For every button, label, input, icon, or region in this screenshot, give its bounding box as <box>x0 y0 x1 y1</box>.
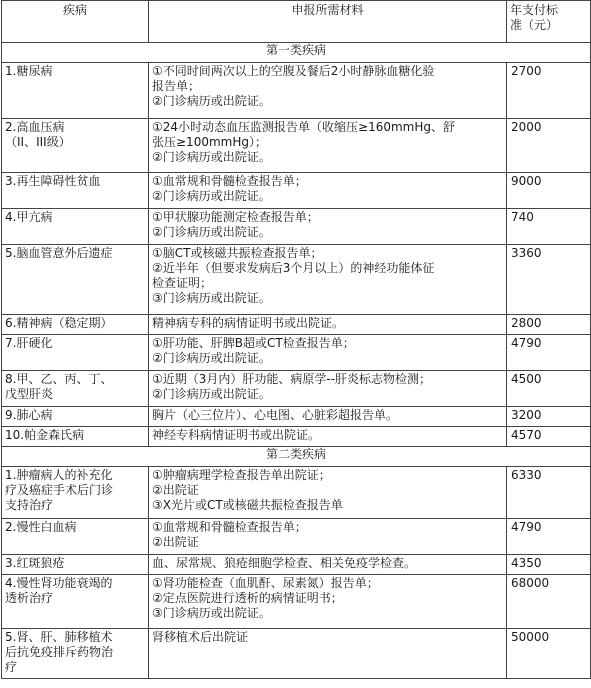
materials-cell <box>149 245 507 315</box>
material-line: ①24小时动态血压监测报告单（收缩压≥160mmHg、舒 <box>152 120 456 134</box>
annual-fee: 3360 <box>507 245 591 315</box>
material-line: ①近期（3月内）肝功能、病原学--肝炎标志物检测； <box>152 372 432 386</box>
material-line: ②门诊病历或出院证。 <box>152 351 271 365</box>
disease-name-cell <box>2 427 149 447</box>
table-row <box>2 119 591 173</box>
materials-cell <box>149 575 507 629</box>
category-row <box>2 447 591 467</box>
annual-fee: 740 <box>507 209 591 245</box>
table-row <box>2 555 591 575</box>
disease-name: 疗 <box>5 660 18 674</box>
header-fee-line2: 准（元） <box>510 18 559 32</box>
disease-name: 透析治疗 <box>5 591 54 605</box>
material-line: ①肿瘤病理学检查报告单出院证； <box>152 468 331 482</box>
disease-name-cell <box>2 63 149 119</box>
table-row <box>2 371 591 407</box>
disease-name-cell <box>2 407 149 427</box>
category-title: 第一类疾病 <box>2 43 591 63</box>
disease-name: 戊型肝炎 <box>5 387 54 401</box>
table-row <box>2 575 591 629</box>
material-line: ①脑CT或核磁共振检查报告单； <box>152 246 323 260</box>
material-line: ③门诊病历或出院证。 <box>152 291 271 305</box>
material-line: ②出院证 <box>152 535 199 549</box>
disease-name-cell <box>2 467 149 519</box>
disease-name-cell <box>2 315 149 335</box>
table-row <box>2 467 591 519</box>
table-row <box>2 245 591 315</box>
disease-name-cell <box>2 173 149 209</box>
material-line: ③X光片或CT或核磁共振检查报告单 <box>152 498 343 512</box>
material-line: ②定点医院进行透析的病情证明书； <box>152 591 343 605</box>
material-line: 张压≥100mmHg）； <box>152 135 267 149</box>
disease-name: 5.肾、肝、肺移植术 <box>5 630 113 644</box>
table-row <box>2 335 591 371</box>
material-line: ①甲状腺功能测定检查报告单； <box>152 210 319 224</box>
materials-cell <box>149 629 507 679</box>
disease-name-cell <box>2 119 149 173</box>
disease-name: 4.甲亢病 <box>5 210 53 224</box>
disease-name: （II、III级） <box>5 135 71 149</box>
disease-name: 8.甲、乙、丙、丁、 <box>5 372 113 386</box>
disease-name-cell <box>2 209 149 245</box>
annual-fee: 4350 <box>507 555 591 575</box>
annual-fee: 2700 <box>507 63 591 119</box>
material-line: 检查证明； <box>152 276 213 290</box>
annual-fee: 2800 <box>507 315 591 335</box>
materials-cell <box>149 63 507 119</box>
disease-name: 3.再生障碍性贫血 <box>5 174 101 188</box>
materials-cell <box>149 315 507 335</box>
material-line: ③门诊病历或出院证。 <box>152 606 271 620</box>
material-line: ①肝功能、肝脾B超或CT检查报告单； <box>152 336 355 350</box>
disease-name: 2.高血压病 <box>5 120 65 134</box>
header-materials: 申报所需材料 <box>149 1 507 43</box>
material-line: ②门诊病历或出院证。 <box>152 387 271 401</box>
material-line: ②门诊病历或出院证。 <box>152 150 271 164</box>
table-row <box>2 407 591 427</box>
disease-name: 5.脑血管意外后遗症 <box>5 246 113 260</box>
materials-cell <box>149 209 507 245</box>
materials-cell <box>149 555 507 575</box>
material-line: 肾移植术后出院证 <box>152 630 249 644</box>
table-row <box>2 209 591 245</box>
materials-cell <box>149 467 507 519</box>
materials-cell <box>149 371 507 407</box>
disease-name-cell <box>2 555 149 575</box>
materials-cell <box>149 335 507 371</box>
category-row <box>2 43 591 63</box>
disease-name: 后抗免疫排斥药物治 <box>5 645 114 659</box>
header-fee-line1: 年支付标 <box>510 3 559 17</box>
disease-name-cell <box>2 245 149 315</box>
material-line: 精神病专科的病情证明书或出院证。 <box>152 316 345 330</box>
disease-name: 1.肿瘤病人的补充化 <box>5 468 113 482</box>
disease-name: 6.精神病（稳定期） <box>5 316 113 330</box>
materials-cell <box>149 119 507 173</box>
disease-table <box>1 0 591 679</box>
materials-cell <box>149 407 507 427</box>
material-line: 胸片（心三位片）、心电图、心脏彩超报告单。 <box>152 408 399 422</box>
disease-name: 10.帕金森氏病 <box>5 428 85 442</box>
material-line: ①血常规和骨髓检查报告单； <box>152 520 307 534</box>
material-line: ①血常规和骨髓检查报告单； <box>152 174 307 188</box>
table-row <box>2 519 591 555</box>
annual-fee: 4500 <box>507 371 591 407</box>
material-line: ②门诊病历或出院证。 <box>152 189 271 203</box>
disease-name: 2.慢性白血病 <box>5 520 77 534</box>
material-line: 神经专科病情证明书或出院证。 <box>152 428 321 442</box>
disease-name-cell <box>2 575 149 629</box>
table-body <box>2 43 591 679</box>
annual-fee: 3200 <box>507 407 591 427</box>
category-title: 第二类疾病 <box>2 447 591 467</box>
disease-name: 疗及癌症手术后门诊 <box>5 483 114 497</box>
annual-fee: 9000 <box>507 173 591 209</box>
table-row <box>2 315 591 335</box>
material-line: ②门诊病历或出院证。 <box>152 225 271 239</box>
disease-name: 支持治疗 <box>5 498 54 512</box>
annual-fee: 2000 <box>507 119 591 173</box>
disease-name: 9.肺心病 <box>5 408 53 422</box>
table-row <box>2 63 591 119</box>
disease-name: 4.慢性肾功能衰竭的 <box>5 576 113 590</box>
material-line: ②出院证 <box>152 483 199 497</box>
material-line: ②近半年（但要求发病后3个月以上）的神经功能体征 <box>152 261 435 275</box>
header-fee <box>507 1 591 43</box>
disease-name-cell <box>2 371 149 407</box>
disease-name: 3.红斑狼疮 <box>5 556 65 570</box>
disease-name-cell <box>2 335 149 371</box>
material-line: 血、尿常规、狼疮细胞学检查、相关免疫学检查。 <box>152 556 417 570</box>
table-row <box>2 629 591 679</box>
annual-fee: 50000 <box>507 629 591 679</box>
materials-cell <box>149 427 507 447</box>
material-line: 报告单； <box>152 79 201 93</box>
material-line: ①肾功能检查（血肌酐、尿素氮）报告单； <box>152 576 379 590</box>
disease-name: 1.糖尿病 <box>5 64 53 78</box>
annual-fee: 6330 <box>507 467 591 519</box>
materials-cell <box>149 173 507 209</box>
annual-fee: 4570 <box>507 427 591 447</box>
material-line: ①不同时间两次以上的空腹及餐后2小时静脉血糖化验 <box>152 64 435 78</box>
disease-name: 7.肝硬化 <box>5 336 53 350</box>
annual-fee: 68000 <box>507 575 591 629</box>
header-row <box>2 1 591 43</box>
table-row <box>2 173 591 209</box>
annual-fee: 4790 <box>507 519 591 555</box>
disease-name-cell <box>2 629 149 679</box>
materials-cell <box>149 519 507 555</box>
annual-fee: 4790 <box>507 335 591 371</box>
table-row <box>2 427 591 447</box>
header-disease: 疾病 <box>2 1 149 43</box>
material-line: ②门诊病历或出院证。 <box>152 94 271 108</box>
disease-name-cell <box>2 519 149 555</box>
